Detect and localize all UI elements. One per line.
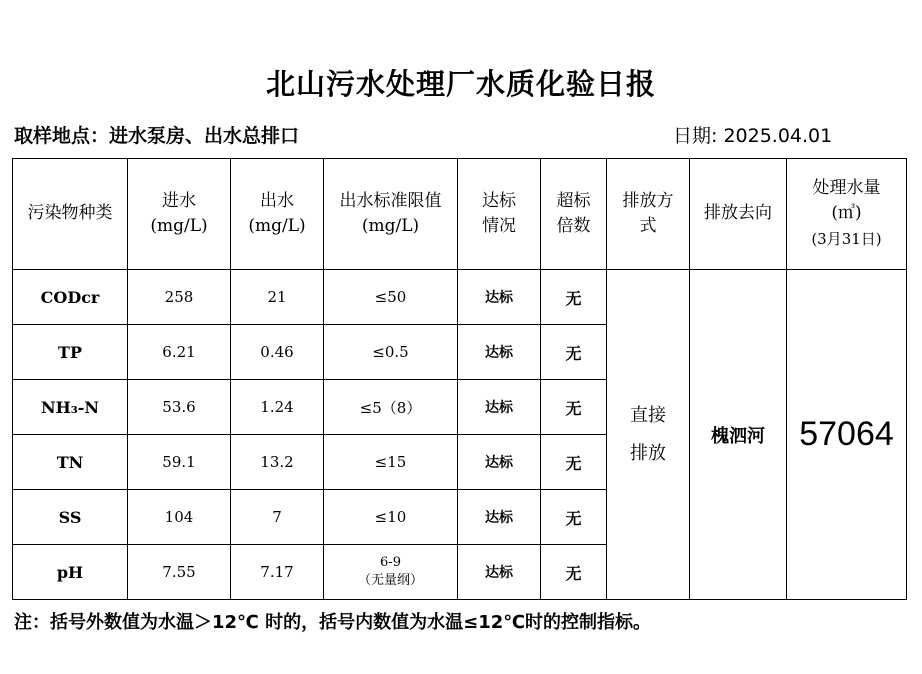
header-outflow: 出水 (mg/L) <box>231 159 324 270</box>
outflow-cell: 7.17 <box>231 545 324 600</box>
table-row <box>13 270 907 325</box>
standard-cell: ≤5（8） <box>324 380 458 435</box>
outflow-cell: 13.2 <box>231 435 324 490</box>
compliance-cell: 达标 <box>458 270 541 325</box>
footnote: 注：括号外数值为水温＞12℃ 时的，括号内数值为水温≤12℃时的控制指标。 <box>14 612 652 633</box>
outflow-cell: 0.46 <box>231 325 324 380</box>
pollutant-cell: CODcr <box>13 270 128 325</box>
header-inflow: 进水 (mg/L) <box>128 159 231 270</box>
water-quality-table <box>12 158 907 600</box>
discharge-method-cell: 直接 排放 <box>607 270 690 600</box>
exceed-cell: 无 <box>541 545 607 600</box>
inflow-cell: 7.55 <box>128 545 231 600</box>
inflow-cell: 59.1 <box>128 435 231 490</box>
exceed-cell: 无 <box>541 435 607 490</box>
inflow-cell: 258 <box>128 270 231 325</box>
pollutant-cell: NH₃-N <box>13 380 128 435</box>
header-pollutant: 污染物种类 <box>13 159 128 270</box>
treated-volume-cell: 57064 <box>787 270 907 600</box>
header-treated-volume: 处理水量 (㎥) (3月31日) <box>787 159 907 270</box>
header-compliance: 达标 情况 <box>458 159 541 270</box>
pollutant-cell: pH <box>13 545 128 600</box>
pollutant-cell: TN <box>13 435 128 490</box>
exceed-cell: 无 <box>541 270 607 325</box>
header-exceed-multiple: 超标 倍数 <box>541 159 607 270</box>
standard-cell: 6-9 （无量纲） <box>324 545 458 600</box>
compliance-cell: 达标 <box>458 325 541 380</box>
outflow-cell: 21 <box>231 270 324 325</box>
discharge-destination-cell: 槐泗河 <box>690 270 787 600</box>
inflow-cell: 6.21 <box>128 325 231 380</box>
standard-cell: ≤10 <box>324 490 458 545</box>
inflow-cell: 53.6 <box>128 380 231 435</box>
compliance-cell: 达标 <box>458 380 541 435</box>
report-date: 日期: 2025.04.01 <box>673 125 833 147</box>
compliance-cell: 达标 <box>458 545 541 600</box>
exceed-cell: 无 <box>541 490 607 545</box>
header-discharge-destination: 排放去向 <box>690 159 787 270</box>
header-discharge-method: 排放方 式 <box>607 159 690 270</box>
header-standard: 出水标准限值 (mg/L) <box>324 159 458 270</box>
standard-cell: ≤15 <box>324 435 458 490</box>
outflow-cell: 1.24 <box>231 380 324 435</box>
table-header-row <box>13 159 907 270</box>
inflow-cell: 104 <box>128 490 231 545</box>
outflow-cell: 7 <box>231 490 324 545</box>
compliance-cell: 达标 <box>458 435 541 490</box>
exceed-cell: 无 <box>541 325 607 380</box>
compliance-cell: 达标 <box>458 490 541 545</box>
standard-cell: ≤50 <box>324 270 458 325</box>
exceed-cell: 无 <box>541 380 607 435</box>
report-title: 北山污水处理厂水质化验日报 <box>265 67 656 101</box>
sampling-location: 取样地点：进水泵房、出水总排口 <box>14 125 300 147</box>
pollutant-cell: SS <box>13 490 128 545</box>
standard-cell: ≤0.5 <box>324 325 458 380</box>
pollutant-cell: TP <box>13 325 128 380</box>
